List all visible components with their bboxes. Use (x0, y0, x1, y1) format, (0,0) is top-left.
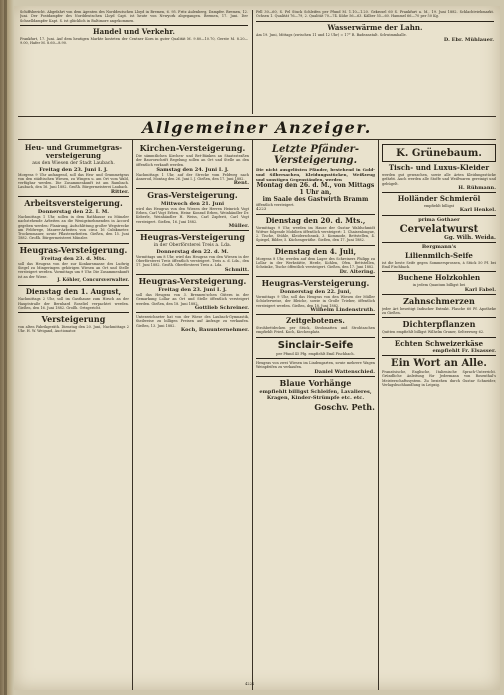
wort-text: Französische, Englische, Italienische Sprach-Unterricht. Gründliche Anleitung für Jedermann von Rosenthal's Meisterschaftssystem. Zu beziehen durch Gustav Schneider, Verlagsbuchhandlung in Leipzig. (382, 370, 496, 387)
divider (136, 188, 249, 189)
arbeit-text: Nachmittags 1 Uhr, sollen in dem Rathhause zu Münzler nachstehende Arbeiten an die Wenigstnehmenden in Accord gegeben werden: Planirung, Aufschlittung großer Wegstrecke am Feldwege, Maurer-Arbeiten von circa 16 Cubikmeter. Trockenmauer, sowie Pflasterarbeiten. Gießen, den 15. Juni 1882. Großh. Bürgermeisterei Münzler. (18, 214, 129, 241)
handel-heading: Handel und Verkehr. (93, 26, 175, 36)
cervelat-sign: Gg. Wilh. Weida. (444, 235, 496, 242)
heugras-laubach-sign: Ritter. (110, 188, 129, 195)
kirchen-sign: Rent. (233, 180, 249, 187)
divider (382, 271, 496, 272)
bau-sign: Koch, Bauunternehmer. (180, 327, 249, 334)
sinclair-text: per Pfund 45 Pfg. empfiehlt Emil Fischbach. (276, 351, 355, 356)
schweizerkaese-text: empfiehlt Fr. Elsasser. (432, 347, 496, 354)
ship-report: Schiffsbericht. Abgefahrt von dem Agenten des Norddeutschen Lloyd in Bremen, 6. 95. Fritz Aulenberg, Dampfer. Bremen, 12. Juni. Der Postdampfer des Norddeutschen Lloyd Capt. ist heute von Newyork abgegangen. Bremen, 17. Juni. Der Schnelldampfer Kapt. S. ist glücklich in Baltimore angekommen. (20, 10, 248, 23)
column-1 (18, 142, 129, 688)
divider (256, 337, 375, 338)
cervelat-pre: prima Gothaer (418, 216, 460, 223)
arbeit-title: Arbeitsversteigerung. (24, 197, 123, 208)
top-left-column (20, 10, 248, 116)
divider (256, 245, 375, 246)
august-title: Dienstag den 1. August, (25, 287, 122, 297)
pfaender-text: Die nicht ausgelösten Pfänder, bestehend in Gold- und Silbersachen, Kleidungsstücken, Weißzeug und sonstigen Gegenständen, werden (256, 167, 375, 182)
banner (18, 118, 496, 138)
pfaender-location: im Saale des Gastwirth Bramm (262, 196, 369, 203)
handel-text: Frankfurt, 17. Juni. Auf dem heutigen Markte kosteten der Centner Korn in guter Qualität M. 9.80—10.70, Gerste M. 8.20—9.00, Hafer M. 8.60—8.90. (20, 36, 248, 46)
cervelat-title: Cervelatwurst (399, 224, 479, 236)
gruenebaum-box (382, 144, 496, 162)
divider (136, 312, 249, 313)
column-4 (382, 142, 496, 688)
holzkohlen-sign: Karl Fabel. (464, 286, 496, 293)
page-code: 4224 (245, 682, 254, 686)
schmieroel-text: empfiehlt billigst (423, 204, 455, 209)
juli-text: Morgens 8 Uhr, werden auf dem Lager des Schreiners Philipp zu Lollar in der Werkstätte, Herde, Kohlen, Ofen, Bettstellen, Schränke, Tische öffentlich versteigert. Gießen, den 17. Juni 1882. (256, 256, 375, 270)
top-column-rule (252, 10, 253, 114)
kleider-text: werden gut gewaschen, sowie alle Arten Kleidungsstücke gefärbt. Auch werden alle Stoffe und Weißwaren gereinigt und gebügelt. (382, 173, 496, 186)
banner-top-rule (18, 116, 496, 117)
divider (256, 358, 375, 359)
fabrik-title: Versteigerung (41, 314, 106, 325)
column-rule-1 (132, 140, 133, 690)
divider (256, 376, 375, 377)
kleider-title: Tisch- und Luxus-Kleider (388, 163, 490, 172)
gruenebaum-title: K. Grünebaum. (396, 148, 482, 159)
dichter-text: Quitten empfiehlt billigst Wilhelm Gruner, Seltersweg 62. (382, 330, 485, 335)
divider (256, 314, 375, 315)
heugras-muehle-date: Donnerstag den 22. Juni, (279, 288, 352, 295)
mobilien-text: Vormittags 9 Uhr, werden im Hause der Gustav Waldschmidt Wittwe folgende Mobilien öffentlich versteigert: 1. Chaisenlongue, 2. Tische, Stühle, Kleiderschrank, 3. Kommode, Bettstellen, 4. Spiegel, Bilder, 5. Küchengeräthe. Gießen, den 17. Juni 1882. (256, 225, 375, 243)
column-2 (136, 142, 249, 688)
heugras-treis-date: Donnerstag den 22. d. M. (156, 248, 229, 255)
kleider-sign: H. Rühmann. (458, 184, 496, 191)
heugras-treis-sub: in der Oberförsterei Treis a. Lda. (153, 243, 232, 249)
vorhaenge-sign: Goschv. Peth. (314, 401, 375, 412)
column-rule-2 (252, 140, 253, 690)
kirchen-date: Samstag den 24. Juni I. J. (156, 166, 229, 173)
pfaender-code: 4223 (256, 206, 267, 212)
lilienmilch-text: ist die beste Seife gegen Sommersprossen, à Stück 50 Pf. bei Emil Fischbach. (382, 260, 496, 269)
heugras-siegel-title: Heugras-Versteigerung. (19, 244, 128, 255)
banner-title: Allgemeiner Anzeiger. (142, 118, 372, 137)
heugras-lollar-title: Heugras-Versteigerung. (138, 275, 247, 286)
heugras-siegel-date: Freitag den 23. d. Mts. (41, 255, 106, 262)
column-rule-3 (378, 140, 379, 690)
mobilien-title: Dienstag den 20. d. Mts., (265, 215, 366, 225)
arbeit-date: Donnerstag den 22. I. M. (37, 208, 110, 215)
divider (136, 274, 249, 275)
heugras-muehle-title: Heugras-Versteigerung. (261, 277, 370, 288)
schweizerkaese-title: Echten Schweizerkäse (394, 338, 484, 348)
vorhaenge-text: empfiehlt billigst Schleifen, Lavalieres, Kragen, Kinder-Strümpfe etc. etc. (259, 388, 372, 401)
kirchen-title: Kirchen-Versteigerung. (139, 143, 246, 153)
binding-edge (4, 0, 7, 695)
kirchen-text-2: Nachmittags 1 Uhr, auf der Strecke vom Feldweg nach Annerod, Montag den 26. Juni I. J. Gießen, den 17. Juni 1882. (136, 172, 249, 182)
divider (382, 317, 496, 318)
divider (20, 25, 248, 26)
divider (382, 294, 496, 295)
kirchen-text: Die sämmtlichen Kirchen- und Bet-Bänken an Staatsstraßen der Bauvorschrift Regelung sollen an Ort und Stelle an den öffentlich verkauft werden. (136, 154, 249, 167)
divider (382, 355, 496, 356)
gras-sign: Müller. (228, 222, 249, 229)
column-3 (256, 142, 375, 688)
gras-date: Mittwoch den 21. Juni (160, 200, 225, 207)
divider (136, 230, 249, 231)
zahnschmerzen-title: Zahnschmerzen (403, 295, 475, 306)
pfaender-date: Montag den 26. d. M., von Mittags 1 Uhr an, (256, 182, 375, 196)
divider (382, 215, 496, 216)
heugras-laubach-date: Freitag den 23. Juni I. J. (39, 166, 108, 173)
heugras-lollar-sign: Gottlieb Schreiner. (194, 304, 249, 311)
zeitgeboten-title: Zeitgebotenes. (286, 316, 345, 326)
newspaper-page (14, 6, 500, 690)
divider (18, 285, 129, 286)
bergmann-label: Bergmann's (421, 244, 457, 251)
lahn-signature: D. Ebr. Mühlauer. (443, 36, 494, 43)
heugras-laubach-sub: aus den Wiesen der Stadt Laubach. (32, 161, 115, 166)
lahn-heading: Wasserwärme der Lahn. (327, 22, 423, 32)
wiesen-sign: Daniel Wattenschied. (314, 368, 375, 375)
sinclair-title: Sinclair-Seife (277, 339, 354, 351)
pfaender-text-2: öffentlich versteigert. (256, 203, 295, 207)
divider (18, 312, 129, 313)
wiesen-text: Heugras von zwei Wiesen im Lindengarten, sowie mehrere Wagen Weinpfeifen zu verkaufen. (256, 361, 375, 370)
zahnschmerzen-text: jeder Art beseitigt Indischer Extrakt. Flasche 60 Pf. Apotheke zu Gießen. (382, 306, 496, 316)
divider (382, 337, 496, 338)
bau-text: Unterzeichneter hat von der Wiese des Laubach-Gymnastik, theilweise zu billigen Preisen auf Anfrage zu verkaufen. Gießen, 13. Juni 1882. (136, 315, 249, 328)
divider (382, 242, 496, 243)
heugras-laubach-text: Morgens 9 Uhr anfangend, soll das Heu- und Grummetgras von den städtischen Wiesen, zu Wingen u. am Ort vom Wald, verfügbar werden. Die Zusammenkunft ist am Rambach. Laubach, den 16. Juni 1882. Großh. Bürgermeisterei Laubach. (18, 172, 129, 190)
gras-title: Gras-Versteigerung. (147, 189, 238, 200)
heugras-lollar-date: Freitag den 23. Juni I. J. (158, 286, 227, 293)
heugras-siegel-sign: J. Köhler, Concursverwalter. (57, 277, 129, 283)
schmieroel-sign: Karl Henkel. (459, 207, 496, 214)
schmieroel-title: Holländer Schmieröl (397, 194, 481, 204)
heugras-muehle-text: Vormittags 9 Uhr, soll das Heugras von den Wiesen der Müller Schürlerweise, der Bleiche, sowie in Große Trieber, öffentlich versteigert werden. Gießen, den 18. Juni 1882. (256, 294, 375, 308)
divider (18, 196, 129, 197)
divider (256, 21, 494, 22)
holzkohlen-text: in jedem Quantum billigst bei (412, 283, 466, 288)
lilienmilch-title: Lilienmilch-Seife (405, 250, 473, 260)
vorhaenge-title: Blaue Vorhänge (279, 377, 352, 388)
fabrik-text: von alten Fabrikgeräth. Dienstag den 20. Juni, Nachmittags 2 Uhr. H. W. Weigand, Auctionator. (18, 325, 129, 334)
divider (256, 214, 375, 215)
zeitgeboten-text: Strohbettdecken per Stück, Strohmatten und Strohtaschen empfiehlt Fried. Koch, Kirchenplatz. (256, 326, 375, 335)
juli-title: Dienstag den 4. Juli, (274, 246, 357, 256)
gras-text: wird das Heugras von den Wiesen der Herren Heinrich Vogt Erben, Carl Vogt Erben, Heinr. Konrad Erben, Weinhändler Dr. Keberle, Weinhändler H. Weiss, Carl Zapferit, Carl Vogt versteigert. Gießen, 16. Juni 1882. (136, 206, 249, 224)
juli-sign: Dr. Altering. (339, 268, 375, 275)
lahn-text: Am 19. Juni, Mittags (zwischen 11 und 12 Uhr) = 17° R. Badeanstalt. Schwimmhalle. (256, 32, 407, 37)
book-binding (0, 0, 14, 695)
divider (382, 192, 496, 193)
divider (256, 276, 375, 277)
heugras-lollar-text: soll das Heugras von 3. Brennen'schen Gütern in der Gemarkung Lollar an Ort und Stelle öffentlich versteigert werden. Gießen, den 18. Juni 1882. (136, 292, 249, 306)
holzkohlen-title: Buchene Holzkohlen (397, 273, 481, 283)
heugras-laubach-title: Heu- und Grummetgras-versteigerung (24, 143, 123, 160)
handel-text-repeat (20, 47, 248, 51)
banner-bottom-rule (18, 139, 496, 140)
market-report: Fell 30—60, S. Fel Stuck Schleifen per Pfund M. 1.10—1.20. Gekrosel 60 S. Frankfurt a. M., 19. Juni 1882. Schlachtviehmarkt. Ochsen 1. Qualität 76—79, 2. Qualität 70—74. Kühe 56—63. Kälber 55—60. Hammel 66—70 per 50 Kg. (256, 10, 494, 19)
august-text: Nachmittags 2 Uhr, soll im Gasthause zum Hirsch an der Hauptstraße der Bernhard Roseliel verpachtet werden. Gießen, den 16. Juni 1882. Großh. Ortsgericht. (18, 297, 129, 310)
dichter-title: Dichterpflanzen (402, 319, 476, 330)
heugras-siegel-text: soll das Heugras von der zur Konkursmasse des Ludwig Siegel zu Mingeringen gehörigen Wiesen an Ort und Stelle versteigert werden. Vormittags um 9 Uhr. Die Zusammenkunft ist an der Wiese. (18, 261, 129, 279)
heugras-treis-title: Heugras-Versteigerung (140, 232, 245, 243)
heugras-treis-text: Vormittags um 8 Uhr, wird das Heugras von den Wiesen in der Oberförsterei Treis öffentlich versteigert. Treis a. d. Lda., den 17. Juni 1882. Großh. Oberförsterei Treis a. Lda. (136, 254, 249, 268)
pfaender-title: Letzte Pfänder-Versteigerung. (271, 144, 360, 166)
top-right-column (256, 10, 494, 116)
wort-title: Ein Wort an Alle. (391, 358, 487, 370)
heugras-muehle-sign: Wilhelm Lindenstruth. (310, 306, 375, 313)
heugras-treis-sign: Schmitt. (224, 266, 249, 273)
divider (18, 243, 129, 244)
